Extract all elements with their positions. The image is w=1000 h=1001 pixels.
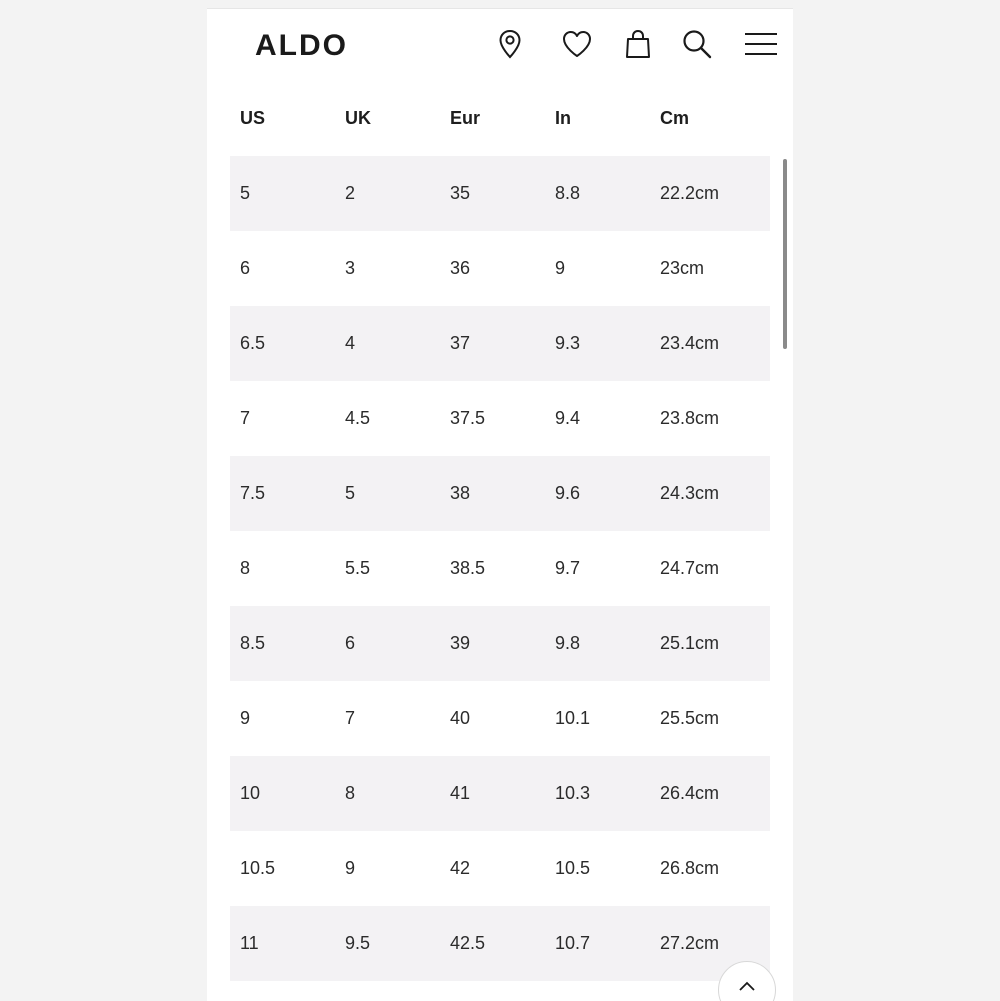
cell-in: 9.7 (555, 558, 581, 578)
cell-eur: 37.5 (450, 408, 486, 428)
cell-uk: 7 (345, 708, 356, 728)
location-pin-icon[interactable] (492, 26, 528, 62)
cell-eur: 35 (450, 183, 471, 203)
search-icon[interactable] (679, 26, 715, 62)
hamburger-menu-icon[interactable] (743, 26, 779, 62)
cell-eur: 40 (450, 708, 471, 728)
chevron-up-icon (738, 980, 756, 992)
cell-cm: 24.3cm (660, 483, 720, 503)
cell-uk: 2 (345, 183, 356, 203)
cell-uk: 4 (345, 333, 356, 353)
cell-uk: 9.5 (345, 933, 371, 953)
cell-us: 8 (240, 558, 251, 578)
cell-cm: 23.4cm (660, 333, 720, 353)
cell-cm: 24.7cm (660, 558, 720, 578)
cell-in: 10.5 (555, 858, 591, 878)
cell-uk: 5.5 (345, 558, 371, 578)
cell-cm: 26.8cm (660, 858, 720, 878)
cell-in: 10.1 (555, 708, 591, 728)
cell-eur: 42 (450, 858, 471, 878)
site-header (207, 9, 793, 81)
cell-cm: 22.2cm (660, 183, 720, 203)
cell-us: 5 (240, 183, 251, 203)
table-header-row (230, 81, 770, 156)
cell-eur: 38.5 (450, 558, 486, 578)
table-row (230, 156, 770, 231)
table-row (230, 531, 770, 606)
cell-uk: 9 (345, 858, 356, 878)
table-row (230, 831, 770, 906)
cell-cm: 27.2cm (660, 933, 720, 953)
cell-us: 7 (240, 408, 251, 428)
column-header-uk: UK (345, 108, 371, 128)
cell-us: 11 (240, 933, 259, 953)
cell-cm: 25.1cm (660, 633, 720, 653)
table-row (230, 906, 770, 981)
table-row (230, 381, 770, 456)
cell-uk: 4.5 (345, 408, 371, 428)
cell-in: 9.4 (555, 408, 581, 428)
cell-cm: 25.5cm (660, 708, 720, 728)
size-chart-table (230, 81, 770, 981)
cell-us: 9 (240, 708, 251, 728)
mobile-page (207, 8, 793, 1001)
cell-uk: 5 (345, 483, 356, 503)
cell-us: 10.5 (240, 858, 276, 878)
cell-uk: 8 (345, 783, 356, 803)
table-row (230, 756, 770, 831)
cell-uk: 6 (345, 633, 356, 653)
cell-us: 10 (240, 783, 261, 803)
column-header-cm: Cm (660, 108, 690, 128)
cell-in: 9 (555, 258, 566, 278)
aldo-logo[interactable]: ALDO (255, 29, 348, 62)
table-row (230, 681, 770, 756)
table-row (230, 606, 770, 681)
table-row (230, 231, 770, 306)
cell-eur: 38 (450, 483, 471, 503)
scrollbar[interactable] (783, 159, 787, 349)
cell-us: 6 (240, 258, 251, 278)
cell-in: 9.3 (555, 333, 581, 353)
cell-in: 9.6 (555, 483, 581, 503)
shopping-bag-icon[interactable] (620, 26, 656, 62)
cell-uk: 3 (345, 258, 356, 278)
cell-cm: 26.4cm (660, 783, 720, 803)
cell-cm: 23cm (660, 258, 705, 278)
cell-us: 8.5 (240, 633, 266, 653)
column-header-eur: Eur (450, 108, 481, 128)
cell-in: 9.8 (555, 633, 581, 653)
cell-in: 10.3 (555, 783, 591, 803)
cell-in: 10.7 (555, 933, 591, 953)
cell-eur: 39 (450, 633, 471, 653)
cell-eur: 36 (450, 258, 471, 278)
cell-eur: 41 (450, 783, 471, 803)
cell-cm: 23.8cm (660, 408, 720, 428)
cell-us: 7.5 (240, 483, 266, 503)
cell-eur: 42.5 (450, 933, 486, 953)
column-header-us: US (240, 108, 266, 128)
cell-in: 8.8 (555, 183, 581, 203)
cell-us: 6.5 (240, 333, 266, 353)
table-row (230, 456, 770, 531)
cell-eur: 37 (450, 333, 471, 353)
column-header-in: In (555, 108, 571, 128)
heart-icon[interactable] (559, 26, 595, 62)
table-row (230, 306, 770, 381)
